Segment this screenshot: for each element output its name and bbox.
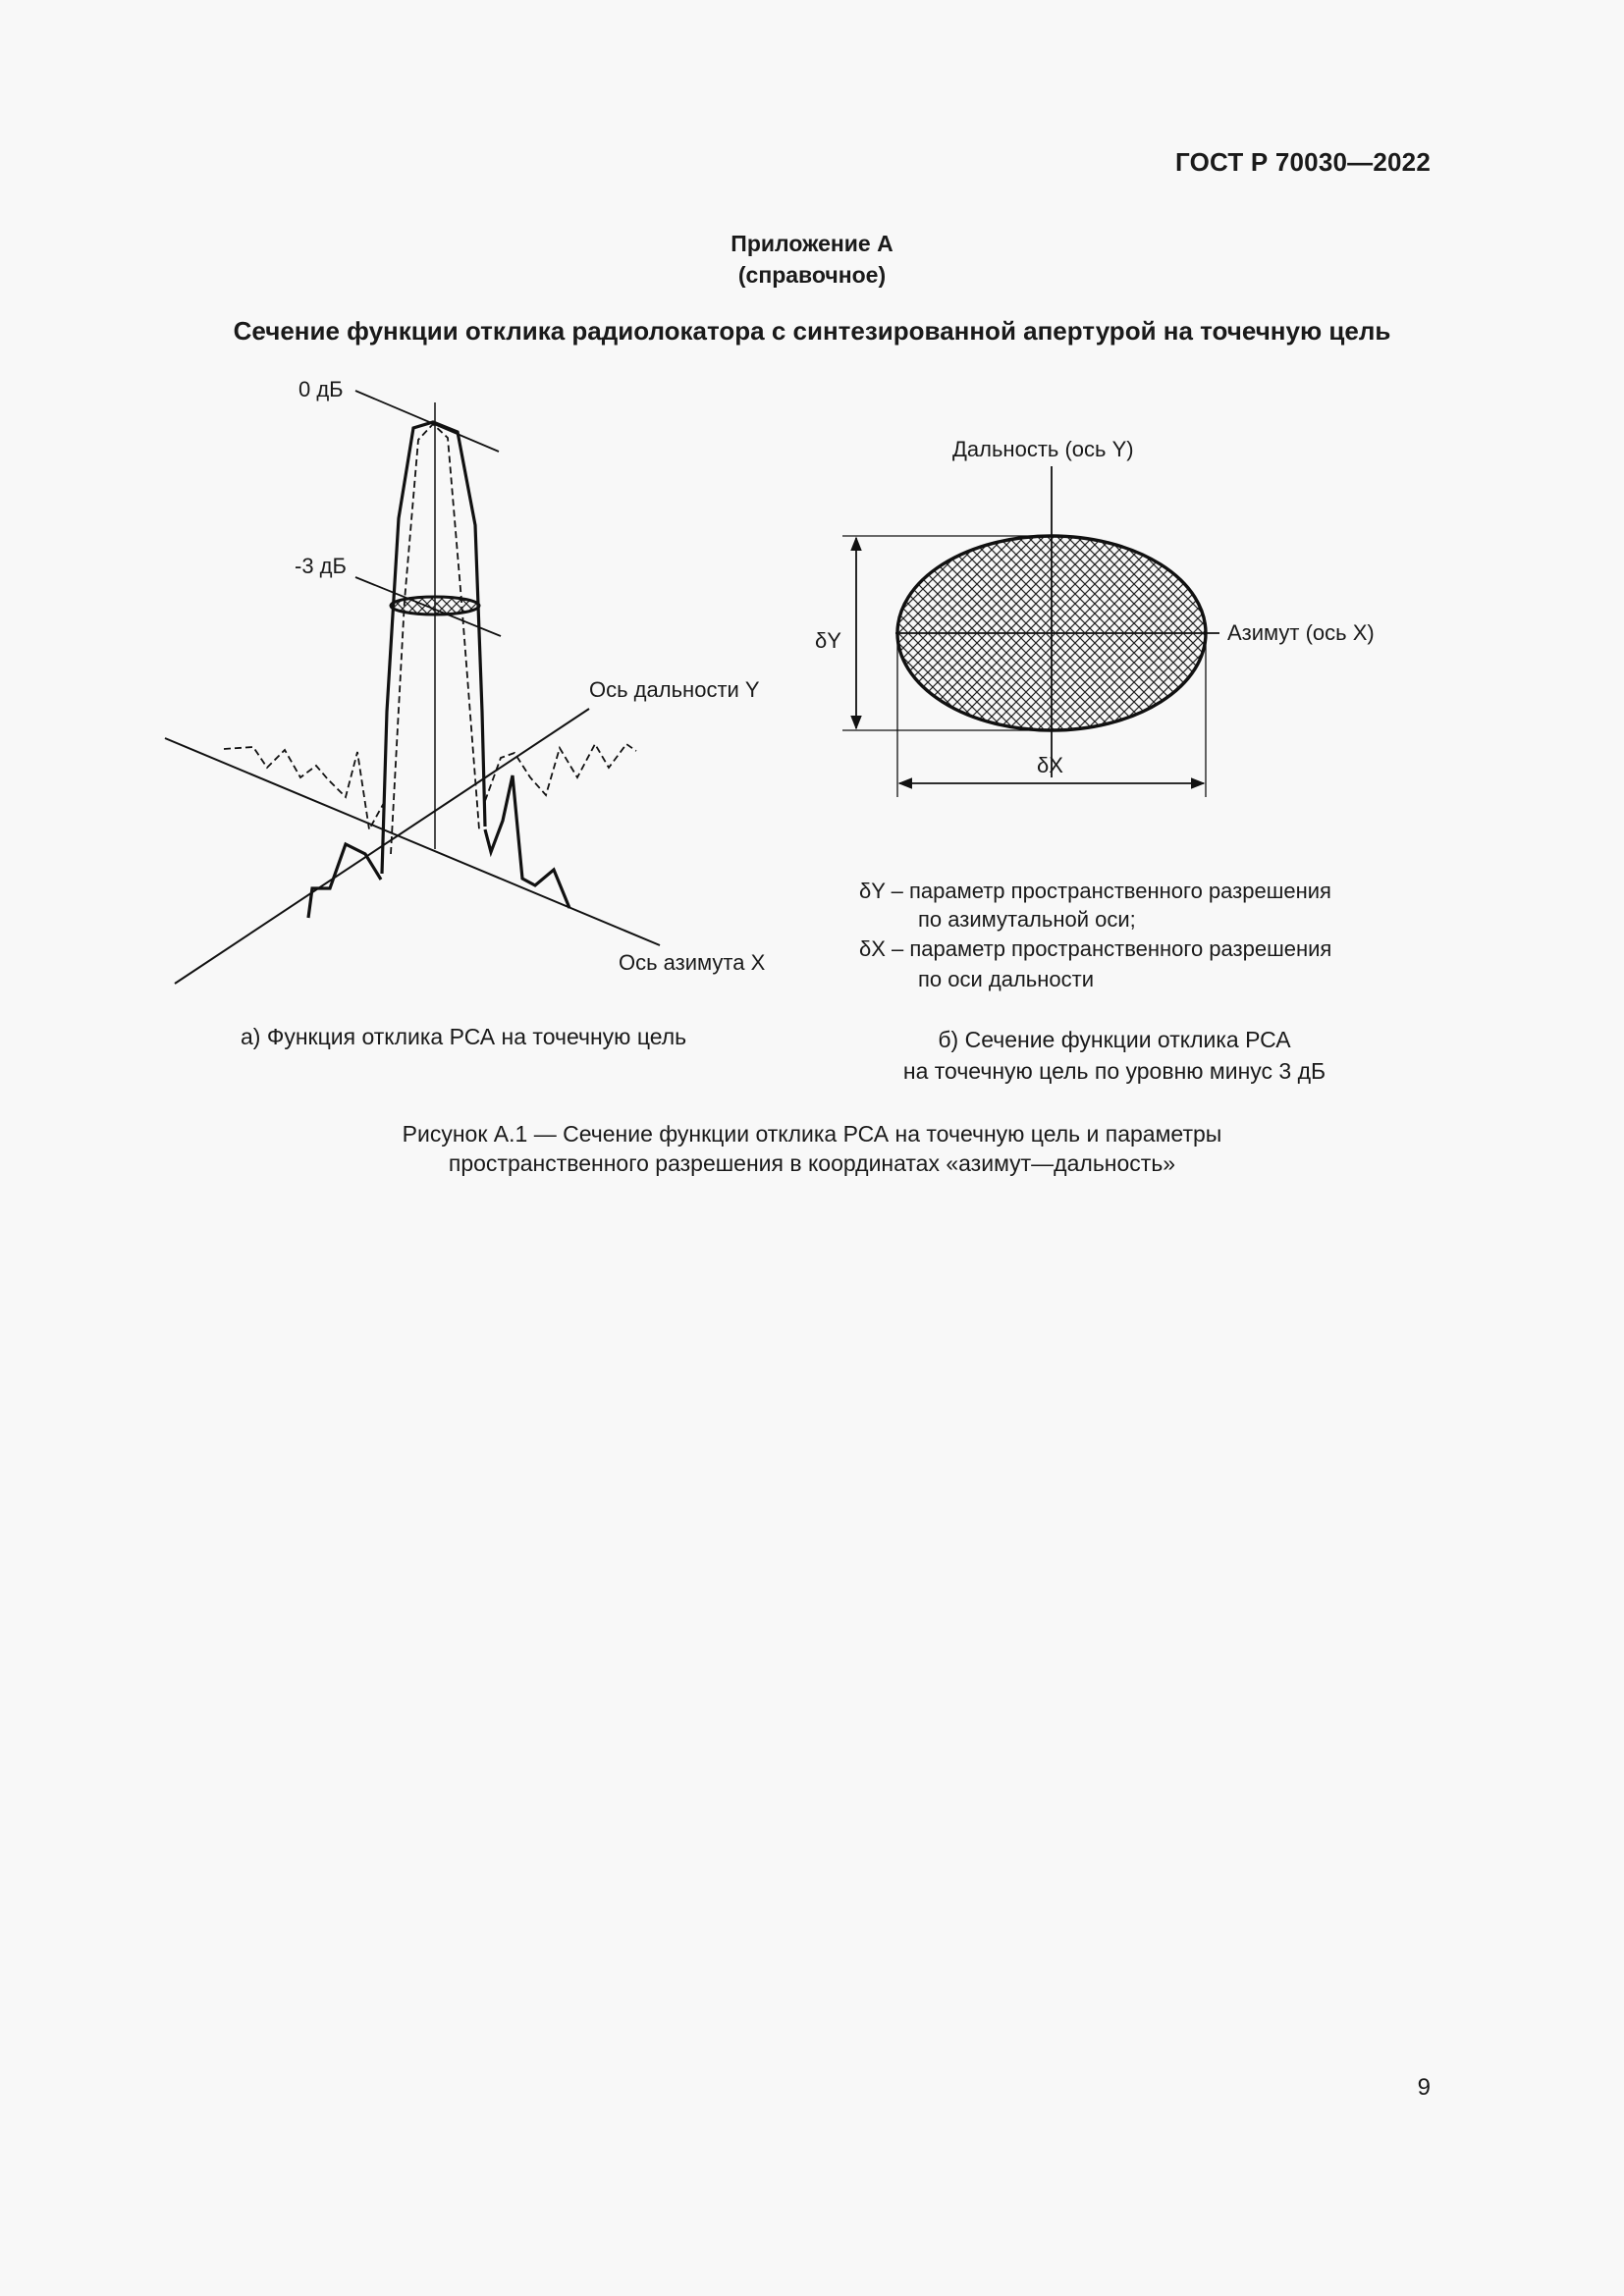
figure-caption-line1: Рисунок А.1 — Сечение функции отклика РСА на точечную цель и параметры bbox=[402, 1121, 1222, 1147]
figure-a1 bbox=[0, 0, 1624, 1119]
figure-caption bbox=[0, 1119, 1624, 1178]
appendix-title: Приложение А bbox=[731, 231, 893, 256]
document-id: ГОСТ Р 70030—2022 bbox=[1175, 147, 1431, 177]
label-dy: δY bbox=[815, 628, 841, 653]
section-title: Сечение функции отклика радиолокатора с синтезированной апертурой на точечную цель bbox=[233, 316, 1391, 346]
legend-dx-line2: по оси дальности bbox=[918, 967, 1095, 991]
azimuth-axis-line bbox=[165, 738, 660, 945]
leader-0db bbox=[355, 391, 499, 452]
legend-dy-line2: по азимутальной оси; bbox=[918, 907, 1136, 932]
label-range: Дальность (ось Y) bbox=[952, 437, 1134, 461]
figure-b-caption-line2: на точечную цель по уровню минус 3 дБ bbox=[902, 1058, 1326, 1084]
response-function-3d bbox=[165, 391, 660, 984]
page-number: 9 bbox=[1417, 2074, 1431, 2101]
near-sidelobe-left bbox=[308, 844, 381, 918]
minus3db-cross-section bbox=[391, 597, 479, 614]
label-azimuth-axis: Ось азимута X bbox=[619, 950, 766, 975]
cross-section-ellipse-diagram bbox=[842, 466, 1219, 797]
main-lobe-solid bbox=[382, 422, 485, 874]
appendix-type: (справочное) bbox=[737, 262, 887, 288]
figure-caption-line2: пространственного разрешения в координатах «азимут—дальность» bbox=[448, 1150, 1176, 1176]
label-0db: 0 дБ bbox=[298, 377, 344, 401]
label-minus3db: -3 дБ bbox=[295, 554, 347, 578]
legend-dy-line1: δY – параметр пространственного разрешения bbox=[859, 879, 1331, 903]
figure-b-caption-line1: б) Сечение функции отклика РСА bbox=[938, 1027, 1291, 1052]
near-sidelobe-right bbox=[485, 775, 569, 908]
far-sidelobe-left bbox=[224, 747, 385, 829]
label-azimuth: Азимут (ось X) bbox=[1227, 620, 1375, 645]
figure-b-caption bbox=[854, 1024, 1375, 1087]
label-range-axis: Ось дальности Y bbox=[589, 677, 760, 702]
figure-a-caption: а) Функция отклика РСА на точечную цель bbox=[241, 1024, 687, 1049]
legend-dx-line1: δX – параметр пространственного разрешения bbox=[859, 936, 1332, 961]
label-dx: δX bbox=[1037, 753, 1063, 777]
